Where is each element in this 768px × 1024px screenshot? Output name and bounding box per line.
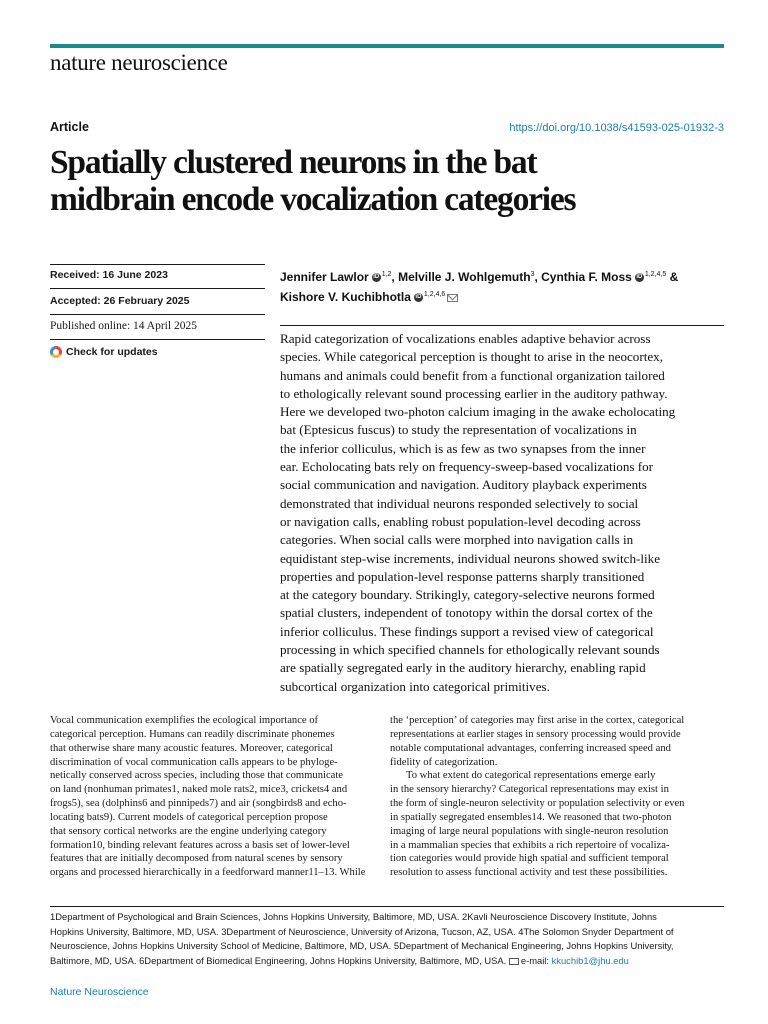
- body-text-line: features that are initially decomposed from natural scenes by sensory: [50, 853, 343, 865]
- body-text-line: the ‘perception’ of categories may first arise in the cortex, categorical: [390, 715, 685, 726]
- body-text-line: organs and processed hierarchically in a feedforward manner11–13. While: [50, 867, 366, 879]
- affiliations-footnote: [50, 910, 730, 968]
- author-list: [280, 266, 730, 306]
- title-line: Spatially clustered neurons in the bat: [50, 144, 537, 181]
- author-affiliation: 1,2,4,5: [644, 271, 667, 278]
- orcid-icon[interactable]: iD: [373, 274, 380, 281]
- abstract-line: to ethologically relevant sound processing earlier in the auditory pathway.: [280, 385, 668, 401]
- abstract-line: subcortical organization into categorical primitives.: [280, 678, 550, 694]
- abstract-line: or navigation calls, enabling robust population-level decoding across: [280, 513, 641, 529]
- email-prefix: e-mail:: [520, 954, 552, 966]
- body-text-line: resolution to assess functional activity and test these possibilities.: [390, 867, 668, 879]
- body-text-line: formation10, binding relevant features across a basis set of lower-level: [50, 839, 350, 851]
- body-text-line: categorical perception. Humans can readily discriminate phonemes: [50, 728, 335, 740]
- author-affiliation: 3: [530, 271, 535, 278]
- body-text-line: in a mammalian species that exhibits a rich repertoire of vocaliza-: [390, 839, 670, 851]
- author-name[interactable]: Kishore V. Kuchibhotla: [280, 290, 411, 304]
- meta-divider: [50, 314, 265, 315]
- abstract-line: are spatially segregated early in the auditory hierarchy, enabling rapid: [280, 660, 646, 676]
- abstract-line: spatial clusters, independent of tonotopy within the dorsal cortex of the: [280, 605, 653, 621]
- abstract-line: categories. When social calls were morphed into navigation calls in: [280, 532, 634, 548]
- footnote-line: Neuroscience, Johns Hopkins University School of Medicine, Baltimore, MD, USA. 5Department of Mechanical Engineering, Johns Hopkins University,: [50, 940, 674, 951]
- doi-link[interactable]: https://doi.org/10.1038/s41593-025-01932-3: [509, 122, 724, 134]
- orcid-icon[interactable]: iD: [415, 294, 422, 301]
- published-date: Published online: 14 April 2025: [50, 320, 197, 332]
- footnote-line: 1Department of Psychological and Brain Sciences, Johns Hopkins University, Baltimore, MD, USA. 2Kavli Neuroscience Discovery Institute, Johns: [50, 911, 657, 922]
- author-name[interactable]: Cynthia F. Moss: [541, 270, 632, 284]
- body-text-line: representations at earlier stages in sensory processing would provide: [390, 728, 681, 740]
- orcid-icon[interactable]: iD: [636, 274, 643, 281]
- title-line: midbrain encode vocalization categories: [50, 181, 576, 218]
- abstract-line: Here we developed two-photon calcium imaging in the awake echolocating: [280, 404, 676, 420]
- body-text-line: that sensory cortical networks are the engine underlying category: [50, 825, 327, 837]
- body-text-line: locating bats9). Current models of categorical perception propose: [50, 811, 328, 823]
- journal-accent-bar: [50, 44, 724, 48]
- author-separator: ,: [391, 270, 399, 284]
- abstract-line: the inferior colliculus, which is as few as two synapses from the inner: [280, 440, 646, 456]
- journal-name: nature neuroscience: [50, 50, 228, 75]
- abstract-line: equidistant step-wise increments, individual neurons showed switch-like: [280, 550, 661, 566]
- footnote-line: Baltimore, MD, USA. 6Department of Biomedical Engineering, Johns Hopkins University, Baltimore, MD, USA. e-mail: kkuchib1@jhu.edu: [50, 954, 629, 966]
- body-text-line: Vocal communication exemplifies the ecological importance of: [50, 715, 319, 726]
- abstract-line: species. While categorical perception is thought to arise in the neocortex,: [280, 349, 663, 365]
- abstract-line: humans and animals could benefit from a functional organization tailored: [280, 367, 665, 383]
- accepted-date: Accepted: 26 February 2025: [50, 295, 190, 307]
- meta-divider: [50, 264, 265, 265]
- abstract-line: inferior colliculus. These findings support a revised view of categorical: [280, 623, 654, 639]
- article-title: [50, 144, 730, 218]
- author-affiliation: 1,2,4,6: [423, 291, 446, 298]
- article-type: Article: [50, 120, 89, 134]
- body-column-right: [390, 714, 724, 880]
- body-text-line: the form of single-neuron selectivity or population selectivity or even: [390, 798, 685, 810]
- body-text-line: fidelity of categorization.: [390, 756, 498, 768]
- abstract: [280, 330, 724, 696]
- body-text-line: in the sensory hierarchy? Categorical representations may exist in: [390, 784, 669, 796]
- body-text-line: netically conserved across species, including those that communicate: [50, 770, 343, 782]
- body-text-line: in spatially segregated ensembles14. We reasoned that two-photon: [390, 811, 672, 823]
- abstract-line: ear. Echolocating bats rely on frequency-sweep-based vocalizations for: [280, 459, 654, 475]
- footnote-line: Hopkins University, Baltimore, MD, USA. 3Department of Neuroscience, University of Arizona, Tucson, AZ, USA. 4The Solomon Snyder Department of: [50, 925, 674, 937]
- author-name[interactable]: Melville J. Wohlgemuth: [398, 270, 531, 284]
- author-separator: &: [666, 270, 679, 284]
- meta-divider: [50, 288, 265, 289]
- received-date: Received: 16 June 2023: [50, 269, 168, 281]
- check-updates-label: Check for updates: [66, 346, 158, 358]
- abstract-line: bat (Eptesicus fuscus) to study the representation of vocalizations in: [280, 422, 637, 438]
- footer-journal-name[interactable]: Nature Neuroscience: [50, 986, 149, 998]
- check-updates-icon: [50, 346, 62, 358]
- abstract-divider: [280, 325, 724, 326]
- body-text-line: notable computational advantages, conferring increased speed and: [390, 742, 671, 754]
- mail-icon[interactable]: [447, 294, 458, 302]
- body-text-line: imaging of large neural populations with single-neuron resolution: [390, 825, 669, 837]
- author-separator: ,: [534, 270, 542, 284]
- meta-divider: [50, 339, 265, 340]
- body-text-line: discrimination of vocal communication calls appears to be phyloge-: [50, 756, 338, 768]
- body-text-line: that otherwise share many acoustic features. Moreover, categorical: [50, 742, 333, 754]
- author-affiliation: 1,2: [381, 271, 392, 278]
- author-name[interactable]: Jennifer Lawlor: [280, 270, 369, 284]
- abstract-line: properties and population-level response patterns sharply transitioned: [280, 568, 645, 584]
- body-text-line: frogs5), sea (dolphins6 and pinnipeds7) and air (songbirds8 and echo-: [50, 798, 347, 810]
- footnote-divider: [50, 906, 724, 907]
- email-link[interactable]: kkuchib1@jhu.edu: [551, 954, 629, 966]
- abstract-line: Rapid categorization of vocalizations enables adaptive behavior across: [280, 331, 651, 346]
- check-for-updates-button[interactable]: [50, 346, 265, 358]
- body-text-line: tion categories would provide high spatial and sufficient temporal: [390, 853, 669, 865]
- envelope-icon: [509, 958, 519, 965]
- abstract-line: social communication and navigation. Auditory playback experiments: [280, 477, 647, 493]
- body-column-left: [50, 714, 384, 880]
- body-text-line: on land (nonhuman primates1, naked mole rats2, mice3, crickets4 and: [50, 784, 348, 796]
- body-text-line: To what extent do categorical representations emerge early: [406, 770, 656, 782]
- abstract-line: at the category boundary. Strikingly, category-selective neurons formed: [280, 587, 655, 603]
- abstract-line: demonstrated that individual neurons responded selectively to social: [280, 495, 639, 511]
- abstract-line: processing in which specified channels for ethologically relevant sounds: [280, 642, 660, 658]
